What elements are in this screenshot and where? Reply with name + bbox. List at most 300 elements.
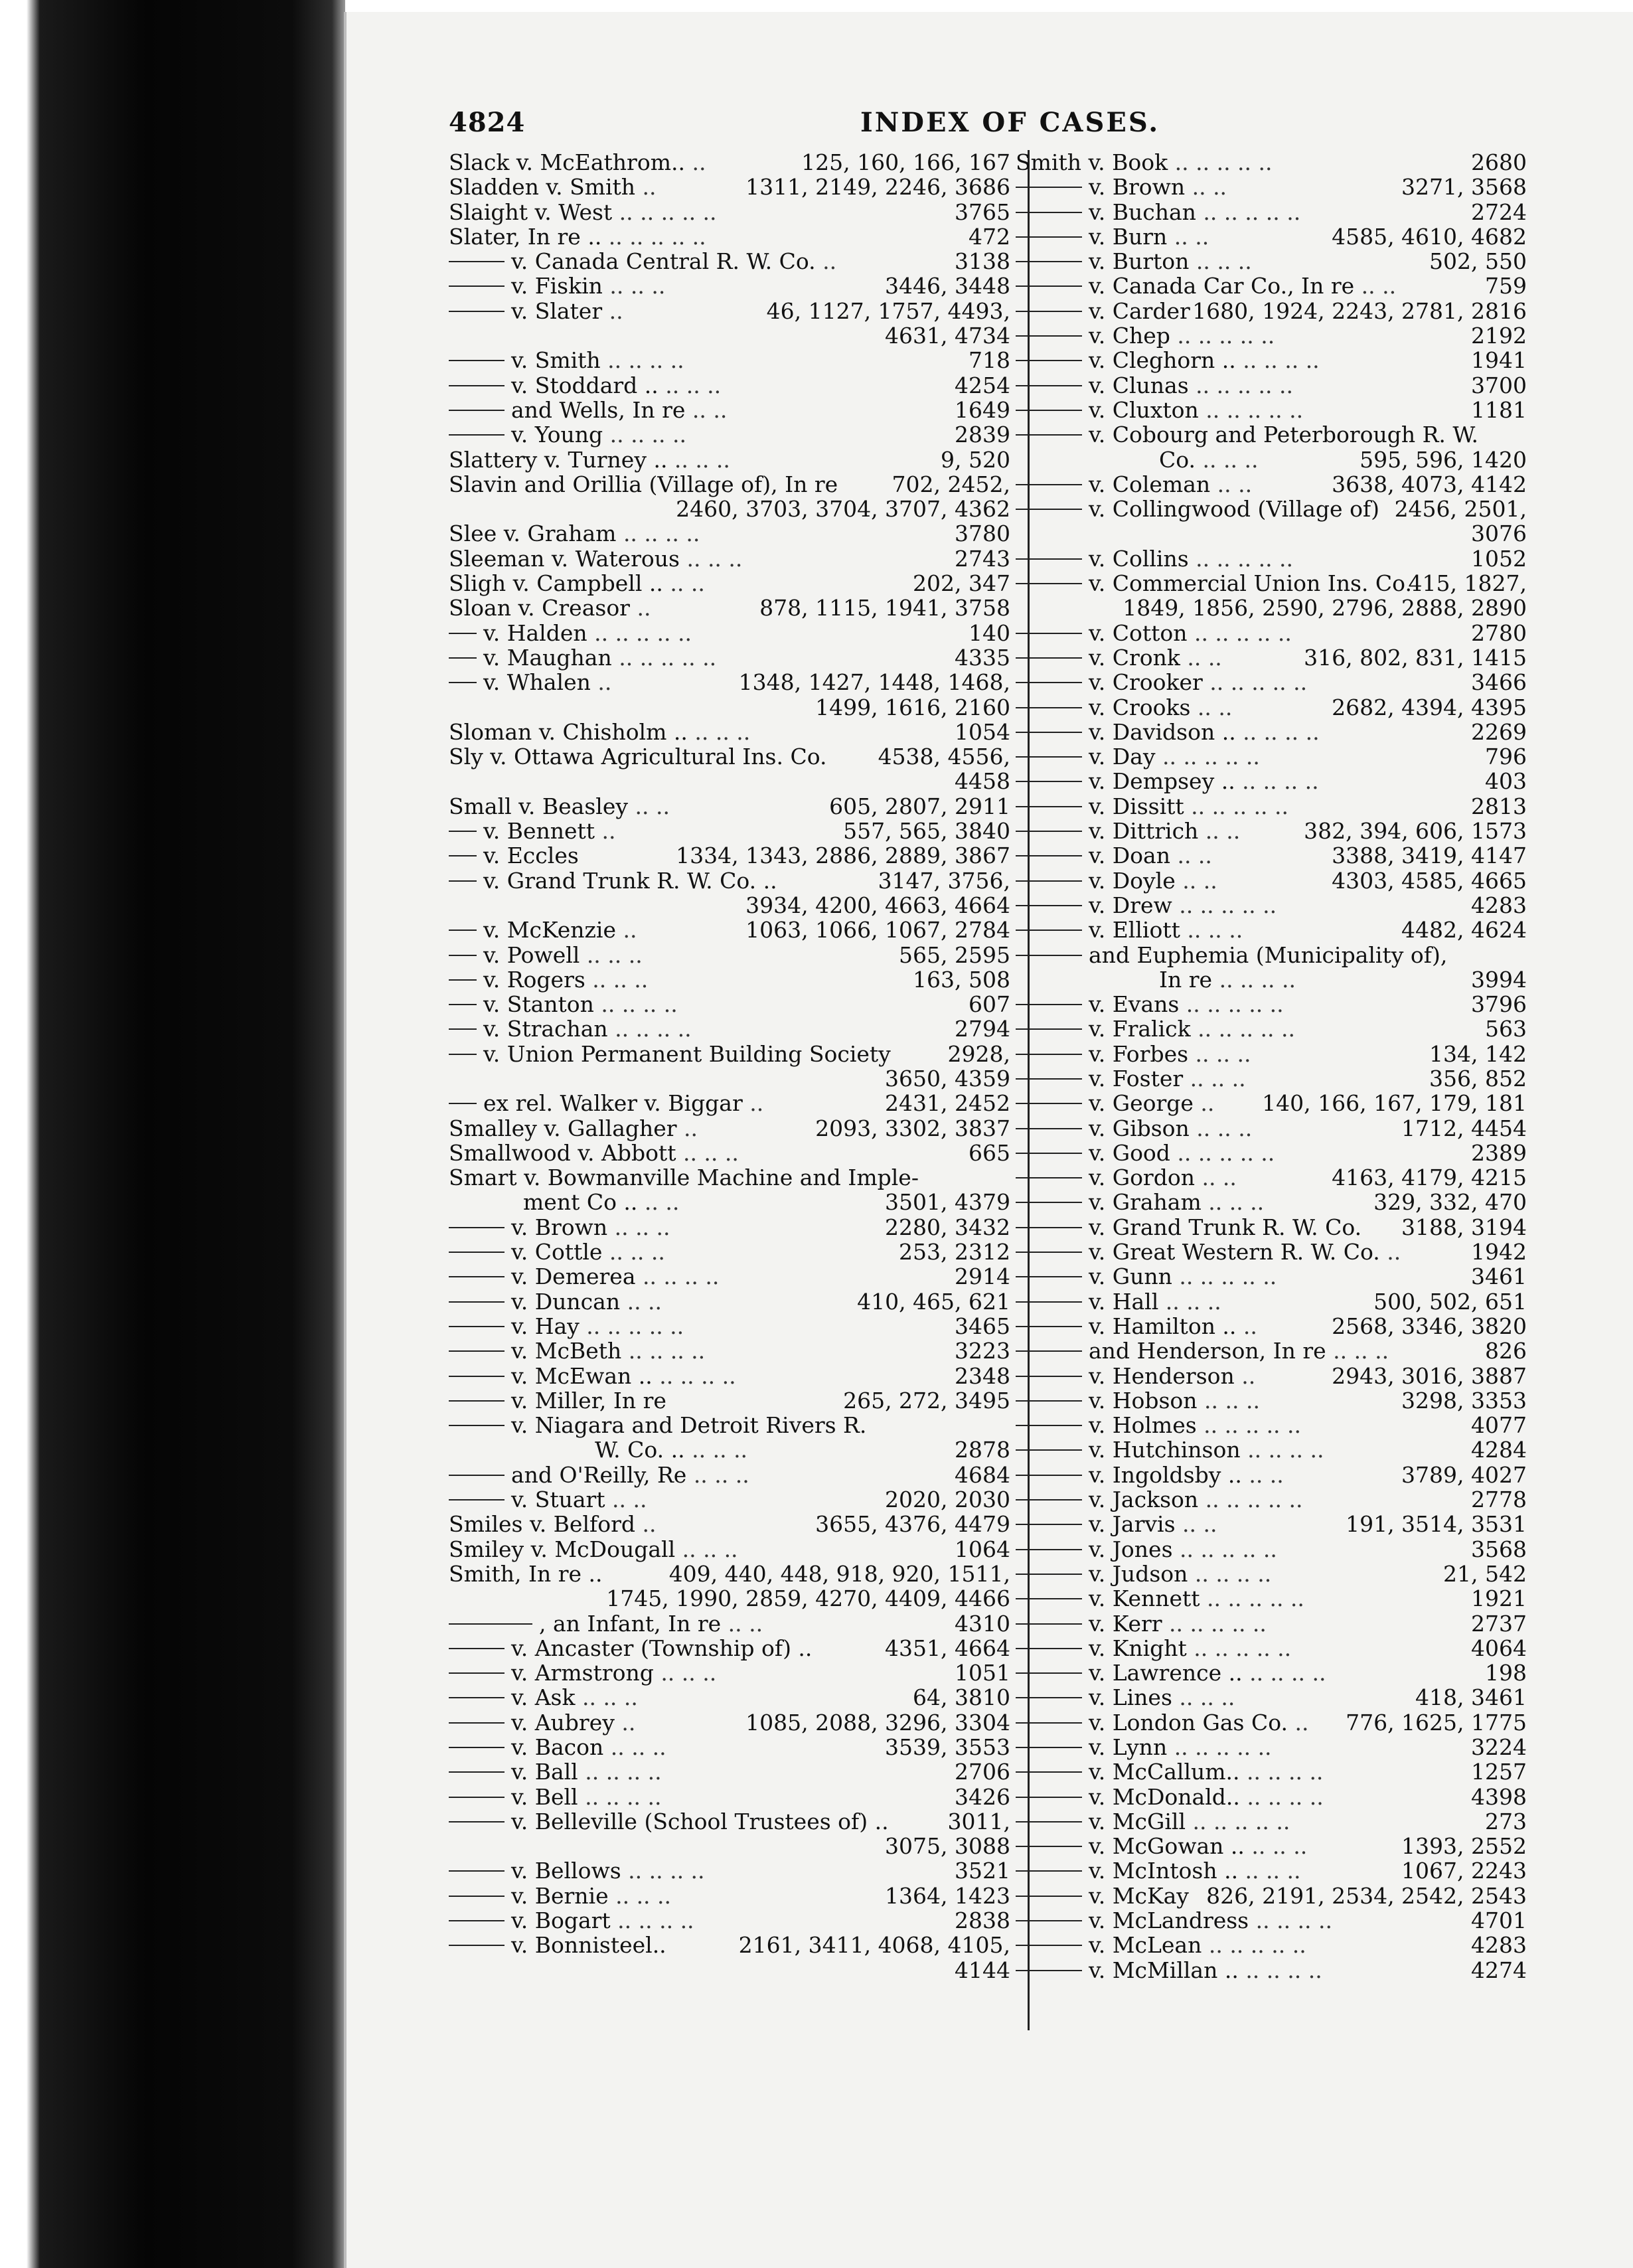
leader-dots: .. .. .. [687,718,751,745]
leader-dots: .. [1287,1709,1309,1736]
index-entry [449,1463,1010,1487]
leader-dots: .. [684,149,706,175]
entry-name [1016,1537,1277,1562]
index-entry [1016,1908,1527,1933]
entry-name [1016,150,1273,175]
repeat-dash [1016,1326,1082,1327]
entry-label: Slater, In re .. [449,223,602,250]
repeat-dash [1016,1350,1082,1352]
entry-name [1016,1586,1304,1611]
index-entry [449,224,1010,249]
entry-page-refs: 4144 [955,1957,1010,1983]
index-entry [1016,1710,1527,1735]
entry-label: v. Ancaster (Township of) .. [511,1635,813,1661]
index-entry [449,274,1010,298]
entry-page-refs: 3147, 3756, [878,867,1010,894]
leader-dots: .. .. [628,793,670,819]
entry-label: Slattery v. Turney .. [449,446,668,473]
entry-label: v. Bellows [511,1858,621,1884]
repeat-dash [449,1400,505,1402]
entry-label: v. Canada Central R. W. Co. [511,248,816,275]
entry-label: v. Ingoldsby .. [1089,1461,1242,1488]
entry-page-refs: 46, 1127, 1757, 4493, [766,297,1010,324]
entry-page-refs: 472 [969,223,1010,250]
repeat-dash [449,1425,505,1426]
entry-page-refs: 1921 [1471,1585,1527,1612]
leader-dots: .. .. .. .. .. [1200,1585,1304,1612]
entry-name [1016,868,1217,893]
index-entry [449,373,1010,398]
repeat-dash [449,1326,505,1327]
repeat-dash [449,1103,477,1104]
index-entry [1016,1809,1527,1834]
index-entry [449,1165,1010,1190]
leader-dots: .. .. .. .. [1188,1560,1272,1587]
entry-page-refs: 409, 440, 448, 918, 920, 1511, [668,1560,1010,1587]
leader-dots: .. .. .. .. [593,991,678,1018]
repeat-dash [449,385,505,386]
leader-dots: .. .. .. [1197,1387,1260,1414]
leader-dots: .. .. [1198,818,1241,845]
entry-name [1016,1487,1303,1512]
entry-page-refs: 4398 [1471,1783,1527,1810]
entry-page-refs: 3655, 4376, 4479 [815,1511,1010,1538]
entry-label: v. Eccles [483,843,579,869]
entry-page-refs: 403 [1485,768,1527,795]
repeat-dash [1016,1821,1082,1822]
entry-page-refs: 2348 [955,1362,1010,1389]
index-entry [449,422,1010,447]
entry-name [1016,918,1243,942]
index-entry [449,1437,1010,1462]
leader-dots: .. .. .. [1189,1115,1253,1141]
repeat-dash [1016,1598,1082,1599]
entry-page-refs: 2161, 3411, 4068, 4105, [738,1932,1010,1959]
entry-name [449,299,623,323]
entry-name [449,943,643,967]
entry-page-refs: 1051 [955,1660,1010,1686]
index-entry [1016,1759,1527,1784]
index-entry [1016,1190,1527,1214]
leader-dots: .. .. .. [1158,1288,1221,1315]
entry-page-refs: 3188, 3194 [1401,1214,1527,1240]
entry-label: v. Smith [511,347,601,374]
index-entry [1016,1264,1527,1289]
entry-page-refs: 3650, 4359 [885,1065,1010,1092]
index-entry [1016,1858,1527,1883]
entry-name [449,1908,694,1933]
entry-name [449,373,721,398]
entry-label: v. Hamilton .. [1089,1313,1237,1339]
repeat-dash [1016,955,1082,956]
index-entry [1016,274,1527,298]
index-entry [1016,1016,1527,1041]
entry-name [1016,1016,1295,1041]
entry-label: v. McDonald.. [1089,1783,1240,1810]
entry-page-refs: 3568 [1471,1536,1527,1562]
entry-label: v. Stuart [511,1487,605,1513]
entry-name [1016,1141,1275,1165]
repeat-dash [1016,1276,1082,1277]
entry-label: v. Henderson [1089,1362,1235,1389]
index-entry [1016,373,1527,398]
entry-name [449,571,705,596]
leader-dots: .. .. .. .. .. [1172,1263,1277,1290]
entry-name [449,447,730,472]
leader-dots: .. .. .. [585,966,649,993]
index-entry [449,1685,1010,1710]
repeat-dash [1016,484,1082,485]
entry-name [449,1562,603,1586]
entry-page-refs: 759 [1485,273,1527,299]
entry-page-refs: 273 [1485,1808,1527,1834]
index-entry [449,1834,1010,1858]
entry-name [449,744,826,769]
entry-page-refs: 125, 160, 166, 167 [801,149,1010,175]
entry-label: v. Coleman [1089,471,1211,497]
entry-label: Smith, In re .. [449,1560,603,1587]
leader-dots: .. .. .. .. [607,1016,692,1042]
entry-page-refs: 1054 [955,718,1010,745]
entry-name [1016,200,1300,224]
index-entry [449,1933,1010,1957]
entry-page-refs: 878, 1115, 1941, 3758 [759,595,1010,621]
index-entry [449,621,1010,645]
leader-dots: .. .. [1167,223,1209,250]
entry-name [449,645,716,670]
index-entry [1016,1562,1527,1586]
entry-label: v. Jones [1089,1536,1173,1562]
index-entry [449,794,1010,819]
entry-label: v. Lynn [1089,1734,1168,1760]
leader-dots: .. .. .. [602,1239,665,1265]
entry-name [449,1537,738,1562]
leader-dots: .. .. .. [667,446,730,473]
entry-page-refs: 500, 502, 651 [1373,1288,1527,1315]
entry-page-refs: 702, 2452, [892,471,1010,497]
repeat-dash [1016,1896,1082,1897]
index-entry [1016,521,1527,546]
index-entry [449,1958,1010,1983]
entry-name [1016,1908,1332,1933]
entry-label: Smallwood v. Abbott [449,1139,676,1166]
entry-label: v. Collingwood (Village of) [1089,496,1380,523]
leader-dots: .. .. .. .. [610,1907,694,1934]
index-entry [1016,645,1527,670]
index-entry [1016,1215,1527,1240]
entry-name [1016,1314,1257,1338]
repeat-dash [1016,1846,1082,1847]
entry-page-refs: 418, 3461 [1415,1684,1527,1711]
leader-dots: .. [742,1090,764,1117]
entry-page-refs: 2943, 3016, 3887 [1332,1362,1527,1389]
leader-dots: .. .. .. [602,273,666,299]
entry-name [1016,1190,1264,1214]
entry-label: v. Young [511,422,603,448]
entry-name [1016,1388,1260,1413]
index-entry [449,992,1010,1016]
entry-page-refs: 4254 [955,372,1010,398]
leader-dots: .. [1379,1239,1401,1265]
entry-page-refs: 4163, 4179, 4215 [1332,1165,1527,1191]
entry-page-refs: 2020, 2030 [885,1487,1010,1513]
entry-page-refs: 1085, 2088, 3296, 3304 [745,1709,1010,1736]
repeat-dash [449,1004,477,1005]
entry-page-refs: 1942 [1471,1239,1527,1265]
index-entry [449,175,1010,199]
repeat-dash [1016,1697,1082,1698]
index-entry [1016,819,1527,843]
index-entry [1016,1463,1527,1487]
entry-label: v. McGill [1089,1808,1186,1834]
entry-label: v. Bell [511,1783,578,1810]
entry-label: v. Doyle [1089,867,1176,894]
leader-dots: .. .. .. [675,1536,738,1562]
entry-page-refs: 2192 [1471,323,1527,349]
entry-label: v. Maughan [483,644,612,671]
index-entry [449,1537,1010,1562]
entry-page-refs: 718 [969,347,1010,374]
entry-label: v. Judson [1089,1560,1188,1587]
entry-page-refs: 1311, 2149, 2246, 3686 [745,174,1010,201]
entry-label: v. Hobson [1089,1387,1198,1414]
entry-name [449,918,637,942]
repeat-dash [449,1301,505,1303]
entry-name [1016,621,1292,645]
running-head: INDEX OF CASES. [860,107,1160,138]
leader-dots: .. [635,174,657,201]
repeat-dash [449,1054,477,1055]
entry-label: v. Chep [1089,323,1170,349]
entry-name [1016,769,1319,793]
leader-dots: .. [616,917,637,943]
entry-label: and Wells, In re [511,396,686,423]
entry-page-refs: 1849, 1856, 2590, 2796, 2888, 2890 [1123,595,1527,621]
index-entry [1016,695,1527,720]
entry-page-refs: 4538, 4556, [878,744,1010,770]
entry-label: v. Bernie [511,1882,609,1909]
repeat-dash [1016,1449,1082,1451]
entry-name [449,1933,666,1957]
entry-label: v. Collins [1089,545,1189,572]
entry-page-refs: 3700 [1471,372,1527,398]
entry-label: v. Kennett [1089,1585,1200,1612]
entry-label: v. Crooker [1089,669,1203,696]
entry-label: v. McLandress [1089,1907,1249,1934]
index-entry [449,1586,1010,1611]
repeat-dash [1016,1771,1082,1773]
entry-page-refs: 191, 3514, 3531 [1346,1511,1527,1538]
index-entry [1016,1413,1527,1437]
entry-name [1016,373,1293,398]
index-entry [449,1562,1010,1586]
index-entry [449,1190,1010,1214]
entry-name [1016,1240,1401,1264]
index-entry [449,1884,1010,1908]
index-entry [449,1858,1010,1883]
leader-dots: .. .. .. .. [1235,768,1319,795]
index-entry [449,1016,1010,1041]
entry-name [1016,1636,1291,1660]
index-entry [449,843,1010,868]
entry-label: v. Cobourg and Peterborough R. W. [1089,422,1479,448]
entry-page-refs: 563 [1485,1016,1527,1042]
index-entry [449,868,1010,893]
entry-name [449,1487,647,1512]
entry-name [1016,497,1379,521]
entry-label: v. Gordon [1089,1165,1195,1191]
repeat-dash [449,1028,477,1030]
entry-label: v. Union Permanent Building Society [483,1040,891,1067]
entry-page-refs: 1393, 2552 [1401,1833,1527,1860]
repeat-dash [1016,311,1082,312]
index-entry [1016,1834,1527,1858]
repeat-dash [449,930,477,931]
entry-page-refs: 2568, 3346, 3820 [1332,1313,1527,1339]
entry-label: v. McKay [1089,1882,1189,1909]
entry-page-refs: 3011, [947,1808,1010,1834]
entry-name [1016,422,1478,447]
leader-dots: .. .. .. [1188,1040,1251,1067]
index-entry [1016,1586,1527,1611]
leader-dots: .. .. .. .. .. [579,1313,684,1339]
index-entry [1016,1141,1527,1165]
entry-name [1016,819,1240,843]
index-entry [1016,794,1527,819]
repeat-dash [1016,1128,1082,1129]
index-entry [1016,1314,1527,1338]
repeat-dash [449,880,477,882]
entry-label: v. Forbes [1089,1040,1189,1067]
entry-label: Slack v. McEathrom.. [449,149,685,175]
index-entry [1016,769,1527,793]
entry-label: v. Cronk [1089,644,1180,671]
entry-label: v. Clunas [1089,372,1189,398]
entry-page-refs: 2780 [1471,619,1527,646]
entry-label: v. Burn [1089,223,1168,250]
leader-dots: .. .. .. .. [1239,1759,1324,1785]
entry-name [449,1091,763,1115]
repeat-dash [449,633,477,634]
index-entry [1016,621,1527,645]
entry-name [449,843,579,868]
leader-dots: .. .. .. .. [1235,718,1320,745]
repeat-dash [449,434,505,436]
leader-dots: .. .. .. .. .. [1186,1635,1292,1661]
index-entry [449,1091,1010,1115]
index-entry [1016,200,1527,224]
leader-dots: .. .. .. .. .. [1198,1487,1303,1513]
entry-page-refs: 2460, 3703, 3704, 3707, 4362 [676,496,1010,523]
repeat-dash [1016,360,1082,361]
index-entry [1016,571,1527,596]
leader-dots: .. .. .. .. [1238,1957,1322,1983]
entry-name [449,794,670,819]
entry-page-refs: 9, 520 [941,446,1010,473]
entry-page-refs: 1649 [955,396,1010,423]
entry-page-refs: 607 [969,991,1010,1018]
entry-name [1159,967,1296,992]
entry-label: v. Elliott [1089,917,1180,943]
repeat-dash [449,855,477,856]
entry-page-refs: 2914 [955,1263,1010,1290]
entry-page-refs: 3466 [1471,669,1527,696]
entry-page-refs: 265, 272, 3495 [843,1387,1010,1414]
entry-label: v. McMillan .. [1089,1957,1239,1983]
repeat-dash [449,682,477,683]
repeat-dash [449,1623,532,1625]
repeat-dash [1016,434,1082,436]
entry-page-refs: 3796 [1471,991,1527,1018]
entry-page-refs: 3075, 3088 [885,1833,1010,1860]
leader-dots: .. .. .. .. [600,347,684,374]
entry-name [1016,744,1260,769]
leader-dots: .. .. .. .. [1240,1437,1324,1463]
entry-page-refs: 2838 [955,1907,1010,1934]
entry-label: v. Burton [1089,248,1190,275]
entry-page-refs: 134, 142 [1429,1040,1527,1067]
repeat-dash [1016,1202,1082,1203]
index-entry [449,1413,1010,1437]
entry-page-refs: 2794 [955,1016,1010,1042]
entry-name [1016,1933,1306,1957]
leader-dots: .. .. .. [658,372,722,398]
entry-name [449,1116,698,1141]
leader-dots: .. .. .. [684,1437,748,1463]
entry-name [449,1264,719,1289]
entry-label: v. McIntosh .. [1089,1858,1239,1884]
repeat-dash [1016,335,1082,337]
index-entry [1016,1042,1527,1066]
index-entry [449,1289,1010,1314]
repeat-dash [449,1821,505,1822]
index-entry [449,323,1010,348]
repeat-dash [1016,1945,1082,1946]
leader-dots: .. .. .. .. [1249,1907,1333,1934]
index-entry [1016,497,1527,521]
entry-label: Smith v. Book [1016,149,1168,175]
index-entry [1016,1611,1527,1636]
entry-page-refs: 826 [1485,1338,1527,1364]
entry-name [1016,1042,1251,1066]
repeat-dash [449,1499,505,1500]
entry-label: v. Grand Trunk R. W. Co. .. [483,867,777,894]
repeat-dash [449,1797,505,1798]
index-entry [1016,1388,1527,1413]
entry-name [449,1785,662,1809]
repeat-dash [449,410,505,411]
index-entry [449,1735,1010,1759]
repeat-dash [1016,1623,1082,1625]
repeat-dash [1016,781,1082,782]
index-entry [1016,1933,1527,1957]
entry-label: v. Dempsey .. [1089,768,1235,795]
entry-label: Smiles v. Belford [449,1511,635,1538]
entry-page-refs: 3765 [955,199,1010,225]
repeat-dash [449,1376,505,1377]
entry-page-refs: 2280, 3432 [885,1214,1010,1240]
index-entry [1016,1240,1527,1264]
index-entry [449,299,1010,323]
index-entry [449,720,1010,744]
leader-dots: .. [595,818,616,845]
repeat-dash [449,1870,505,1872]
repeat-dash [1016,1252,1082,1253]
index-entry [449,150,1010,175]
leader-dots: .. .. .. .. .. [1184,793,1289,819]
index-entry [1016,546,1527,571]
entry-page-refs: 140, 166, 167, 179, 181 [1262,1090,1527,1117]
